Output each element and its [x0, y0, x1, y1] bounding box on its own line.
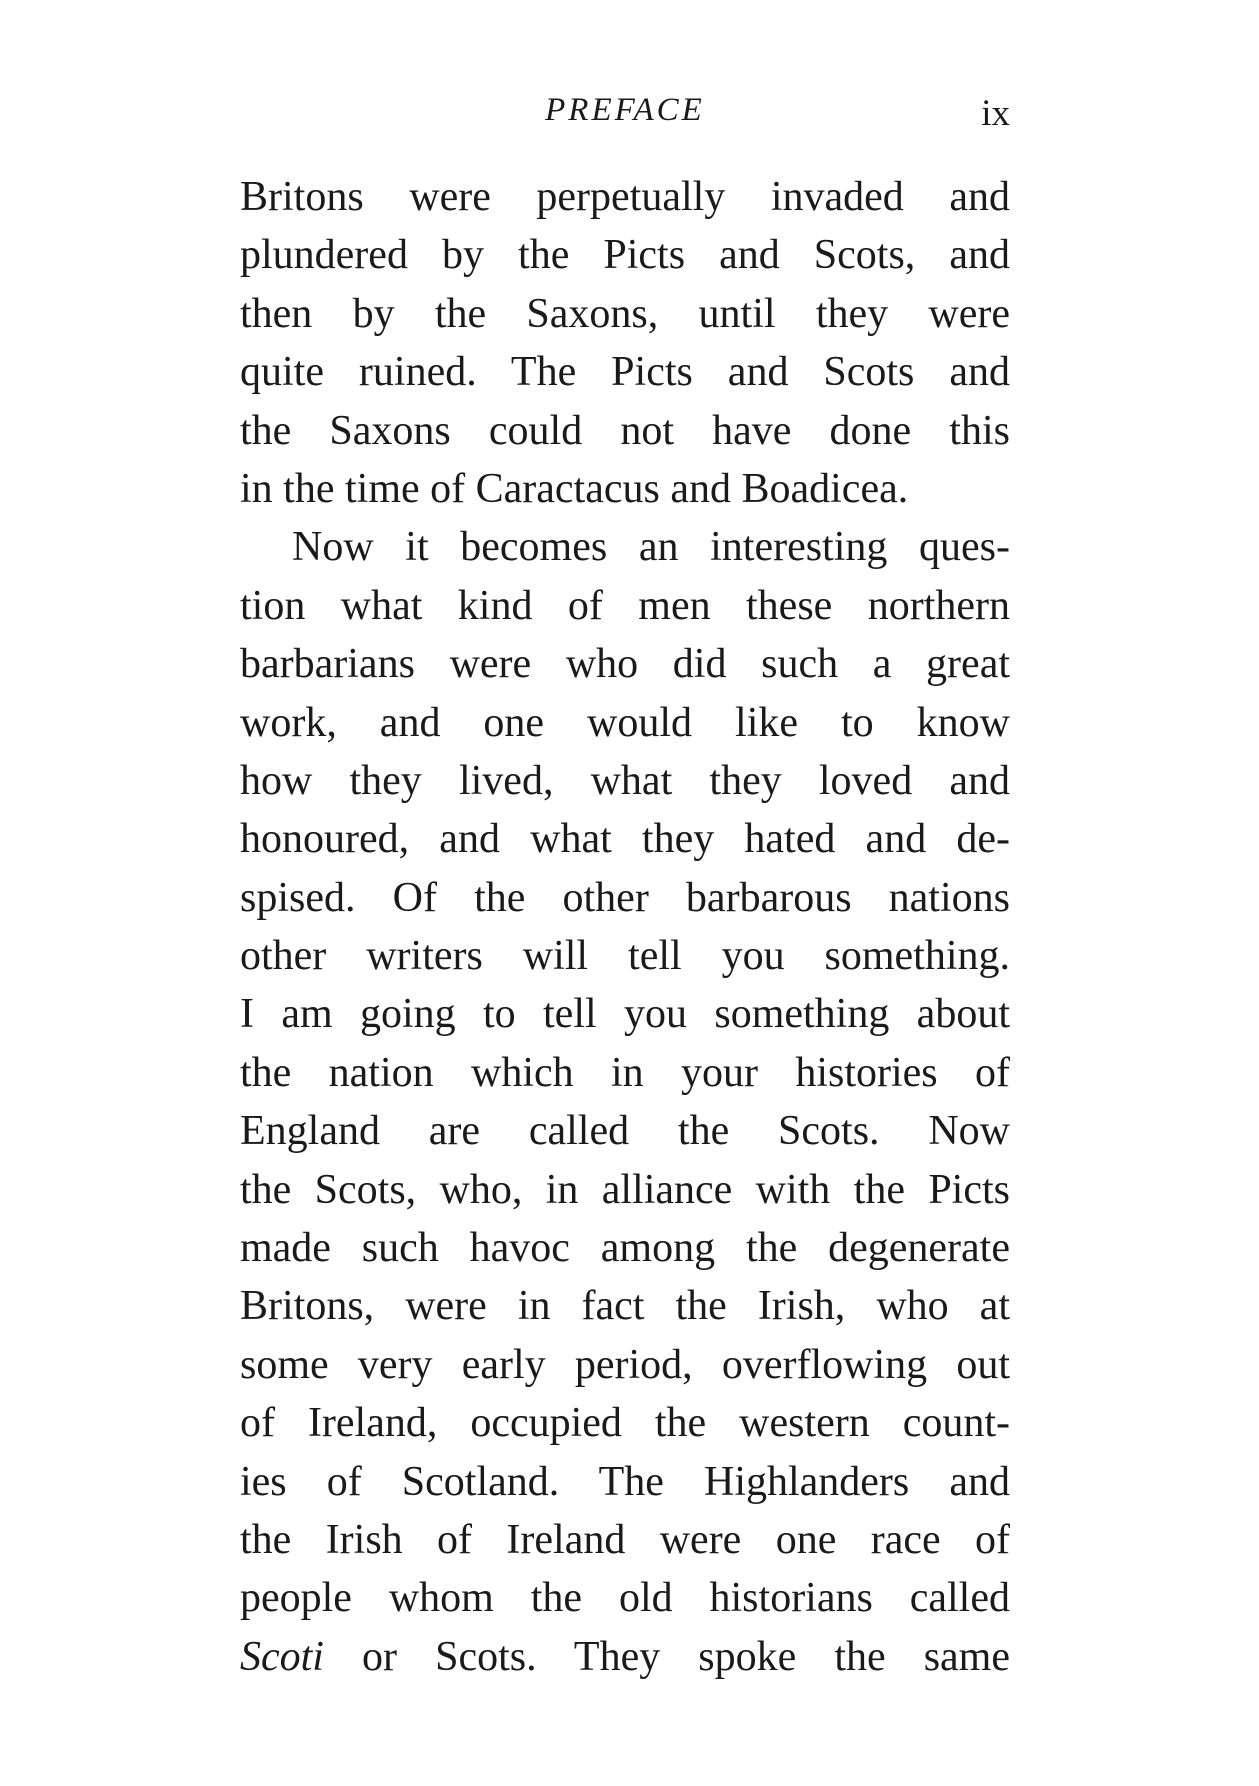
text-line: I am going to tell you something about	[240, 991, 1010, 1038]
text-line: made such havoc among the degenerate	[240, 1225, 1010, 1272]
text-line: Britons, were in fact the Irish, who at	[240, 1283, 1010, 1330]
text-line: the Scots, who, in alliance with the Picts	[240, 1166, 1010, 1213]
text-line: plundered by the Picts and Scots, and	[240, 232, 1010, 279]
text-line: work, and one would like to know	[240, 699, 1010, 746]
text-line: England are called the Scots. Now	[240, 1108, 1010, 1155]
text-line: quite ruined. The Picts and Scots and	[240, 349, 1010, 396]
text-line: then by the Saxons, until they were	[240, 290, 1010, 337]
text-line: how they lived, what they loved and	[240, 757, 1010, 804]
text-line-last	[240, 1628, 1010, 1686]
text-line: some very early period, overflowing out	[240, 1341, 1010, 1388]
italic-word-scoti: Scoti	[240, 1633, 324, 1680]
text-line: in the time of Caractacus and Boadicea.	[240, 465, 909, 512]
text-line: barbarians were who did such a great	[240, 641, 1010, 688]
running-head	[240, 92, 1010, 142]
text-line: of Ireland, occupied the western count-	[240, 1400, 1010, 1447]
text-line: tion what kind of men these northern	[240, 582, 1010, 629]
page-number: ix	[981, 93, 1010, 134]
text-line: Now it becomes an interesting ques-	[292, 524, 1010, 571]
text-line: other writers will tell you something.	[240, 933, 1010, 980]
text-line: spised. Of the other barbarous nations	[240, 874, 1010, 921]
last-line-rest: or Scots. They spoke the same	[362, 1633, 1010, 1680]
body-text	[240, 168, 1010, 1686]
text-line: honoured, and what they hated and de-	[240, 816, 1010, 863]
text-line: Britons were perpetually invaded and	[240, 174, 1010, 220]
text-line: the nation which in your histories of	[240, 1049, 1010, 1096]
running-title: PREFACE	[545, 92, 705, 128]
text-line: the Irish of Ireland were one race of	[240, 1516, 1010, 1563]
text-line: people whom the old historians called	[240, 1575, 1010, 1622]
text-line: the Saxons could not have done this	[240, 407, 1010, 454]
text-line: ies of Scotland. The Highlanders and	[240, 1458, 1010, 1505]
